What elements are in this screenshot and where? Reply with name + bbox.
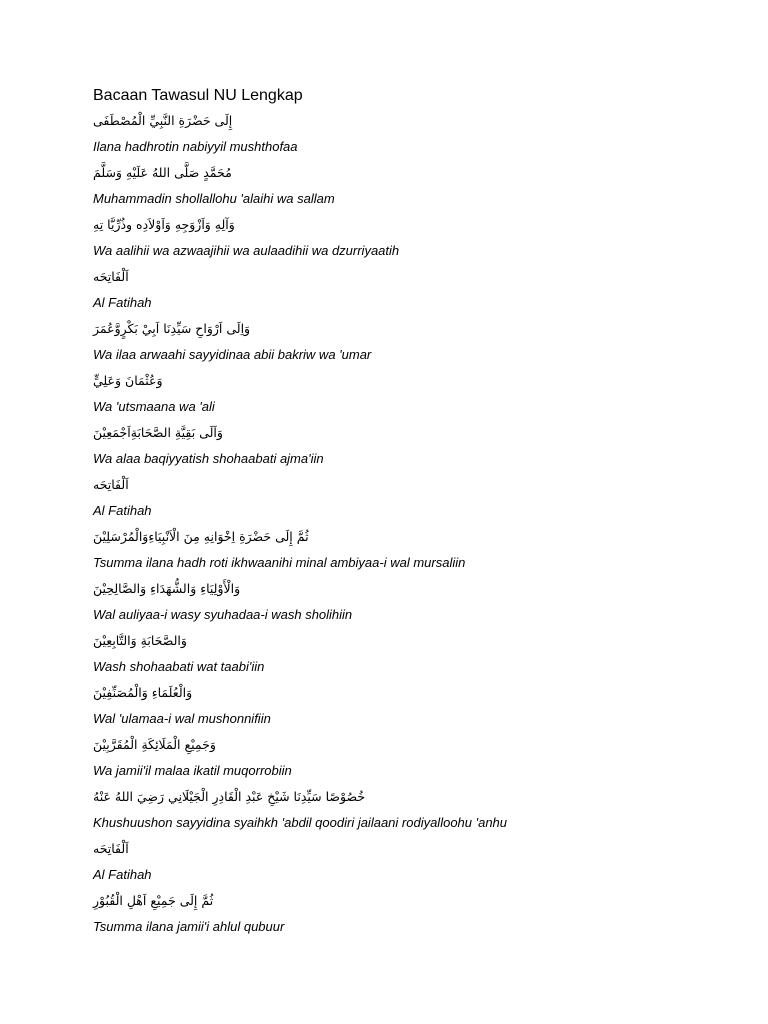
verse-pair	[93, 164, 693, 208]
document-page	[93, 86, 693, 944]
verse-pair	[93, 216, 693, 260]
latin-transliteration: Al Fatihah	[93, 295, 152, 310]
arabic-line: إِلَى حَضْرَةِ النَّبِيِّ الْمُصْطَفَى	[93, 113, 233, 128]
arabic-line: وَالْعُلَمَاءِ وَالْمُصَنِّفِيْنَ	[93, 685, 193, 700]
arabic-line: وَالصَّحَابَةِ وَالتَّابِعِيْنَ	[93, 633, 187, 648]
latin-transliteration: Wal 'ulamaa-i wal mushonnifiin	[93, 711, 271, 726]
verse-pair	[93, 112, 693, 156]
latin-transliteration: Wash shohaabati wat taabi'iin	[93, 659, 265, 674]
arabic-line: وَالْأَوْلِيَاءِ وَالشُّهَدَاءِ وَالصَّالِحِيْنَ	[93, 581, 241, 596]
arabic-line: وَجَمِيْعِ الْمَلَائِكَةِ الْمُقَرَّبِيْنَ	[93, 737, 216, 752]
latin-transliteration: Wa alaa baqiyyatish shohaabati ajma'iin	[93, 451, 324, 466]
arabic-line: خُصُوْصًا سَيِّدِنَا شَيْخِ عَبْدِ الْقَادِرِ الْجَيْلَانِي رَضِيَ اللهُ عَنْهُ	[93, 789, 366, 804]
latin-transliteration: Wa aalihii wa azwaajihii wa aulaadihii wa dzurriyaatih	[93, 243, 400, 258]
verse-pair	[93, 372, 693, 416]
verse-pair	[93, 632, 693, 676]
arabic-line: اَلْفَاتِحَه	[93, 841, 129, 856]
latin-transliteration: Wa 'utsmaana wa 'ali	[93, 399, 215, 414]
arabic-line: ثُمَّ إِلَى حَضْرَةِ اِخْوَانِهِ مِنَ الْاَنْبِيَاءِوَالْمُرْسَلِيْنَ	[93, 529, 309, 544]
arabic-line: ثُمَّ إِلَى جَمِيْعِ اَهْلِ الْقُبُوْرِ	[93, 893, 214, 908]
latin-transliteration: Muhammadin shollallohu 'alaihi wa sallam	[93, 191, 335, 206]
latin-transliteration: Tsumma ilana hadh roti ikhwaanihi minal ambiyaa-i wal mursaliin	[93, 555, 466, 570]
arabic-line: اَلْفَاتِحَه	[93, 269, 129, 284]
verse-pair	[93, 892, 693, 936]
arabic-line: وَاَلَى بَقِيَّةِ الصَّحَابَةِاَجْمَعِيْنَ	[93, 425, 223, 440]
verse-pair	[93, 684, 693, 728]
document-title: Bacaan Tawasul NU Lengkap	[93, 87, 303, 104]
latin-transliteration: Tsumma ilana jamii'i ahlul qubuur	[93, 919, 285, 934]
latin-transliteration: Khushuushon sayyidina syaihkh 'abdil qoodiri jailaani rodiyalloohu 'anhu	[93, 815, 508, 830]
latin-transliteration: Al Fatihah	[93, 867, 152, 882]
arabic-line: وَاِلَى اَرْوَاحِ سَيِّدِنَا اَبِيْ بَكْرٍوَّعُمَرَ	[93, 321, 251, 336]
verse-pair	[93, 320, 693, 364]
latin-transliteration: Wa jamii'il malaa ikatil muqorrobiin	[93, 763, 292, 778]
latin-transliteration: Wal auliyaa-i wasy syuhadaa-i wash sholihiin	[93, 607, 353, 622]
arabic-line: وَعُثْمَانَ وَعَلِيٍّ	[93, 373, 163, 388]
verse-pair	[93, 580, 693, 624]
tawasul-lines	[93, 112, 693, 936]
verse-pair	[93, 424, 693, 468]
latin-transliteration: Al Fatihah	[93, 503, 152, 518]
latin-transliteration: Ilana hadhrotin nabiyyil mushthofaa	[93, 139, 298, 154]
arabic-line: وَآلِهِ وَاَزْوَجِهِ وَاَوْلاَدِه وذُرِّيَّا تِهِ	[93, 217, 235, 232]
verse-pair	[93, 840, 693, 884]
verse-pair	[93, 528, 693, 572]
verse-pair	[93, 788, 693, 832]
verse-pair	[93, 476, 693, 520]
arabic-line: مُحَمَّدٍ صَلَّى اللهُ عَلَيْهِ وَسَلَّمَ	[93, 165, 232, 180]
verse-pair	[93, 736, 693, 780]
verse-pair	[93, 268, 693, 312]
latin-transliteration: Wa ilaa arwaahi sayyidinaa abii bakriw wa 'umar	[93, 347, 372, 362]
arabic-line: اَلْفَاتِحَه	[93, 477, 129, 492]
